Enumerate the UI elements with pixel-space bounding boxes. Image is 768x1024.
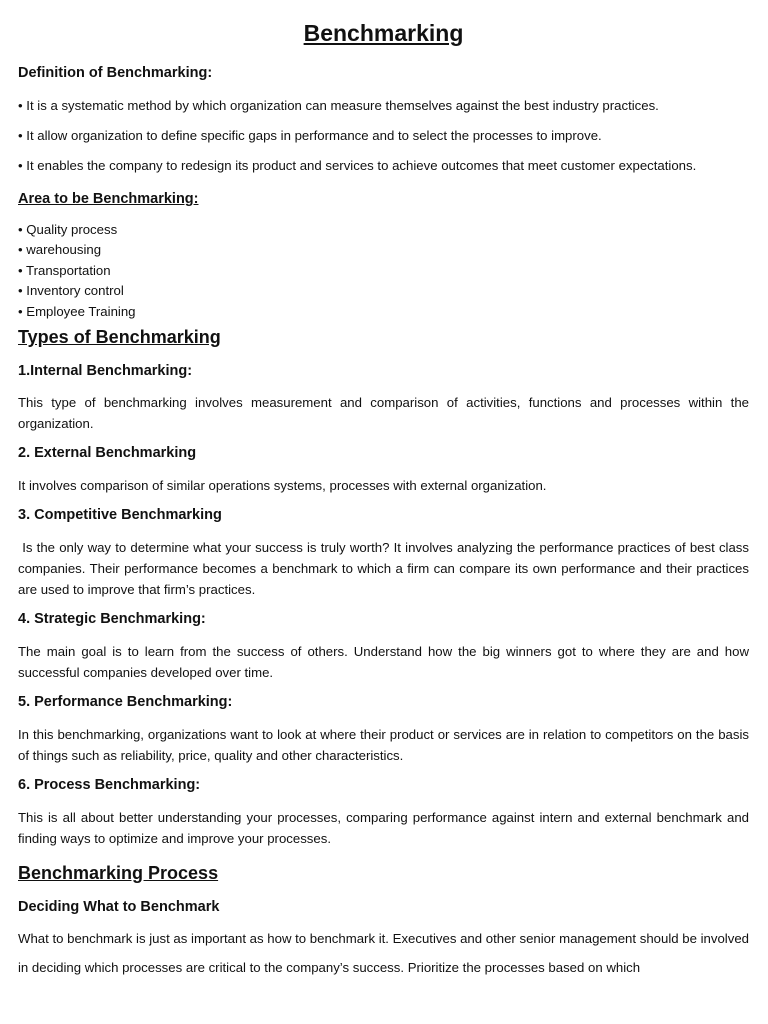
type-heading: 5. Performance Benchmarking: [18,694,233,711]
definition-bullet: • It is a systematic method by which organization can measure themselves against the best industry practices. [18,98,659,113]
area-item: • Inventory control [18,283,124,299]
process-heading: Benchmarking Process [18,863,219,884]
definition-heading: Definition of Benchmarking: [18,65,213,81]
definition-bullet: • It enables the company to redesign its product and services to achieve outcomes that meet customer expectations. [18,158,697,173]
type-text: Is the only way to determine what your success is truly worth? It involves analyzing the performance practices of best class companies. Their performance becomes a benchmark to which a firm can compare its own performance and their practices are used to improve that firm’s practices. [18,540,753,598]
type-heading: 1.Internal Benchmarking: [18,363,193,380]
type-text: It involves comparison of similar operations systems, processes with external organization. [18,478,547,494]
type-heading: 2. External Benchmarking [18,445,197,462]
document-page [18,18,753,982]
type-heading: 6. Process Benchmarking: [18,777,201,794]
process-text: What to benchmark is just as important as how to benchmark it. Executives and other senior management should be involved in deciding which processes are critical to the company’s success. Prioritize the processes based on which [18,931,749,976]
area-item: • Quality process [18,222,118,237]
process-subheading: Deciding What to Benchmark [18,899,220,916]
areas-list [18,220,749,322]
definition-bullet: • It allow organization to define specific gaps in performance and to select the processes to improve. [18,128,602,143]
type-heading: 4. Strategic Benchmarking: [18,611,206,628]
type-text: This type of benchmarking involves measurement and comparison of activities, functions and processes within the organization. [18,395,749,432]
document-title: Benchmarking [303,20,464,46]
area-item: • Transportation [18,262,111,278]
type-heading: 3. Competitive Benchmarking [18,507,222,524]
area-item: • warehousing [18,242,102,258]
areas-heading: Area to be Benchmarking: [18,191,199,207]
type-text: In this benchmarking, organizations want to look at where their product or services are in relation to competitors on the basis of things such as reliability, price, quality and other characteristics. [18,727,749,764]
types-heading: Types of Benchmarking [18,327,221,348]
area-item: • Employee Training [18,303,136,319]
type-text: The main goal is to learn from the success of others. Understand how the big winners got to where they are and how successful companies developed over time. [18,644,749,681]
type-text: This is all about better understanding your processes, comparing performance against intern and external benchmark and finding ways to optimize and improve your processes. [18,810,749,847]
